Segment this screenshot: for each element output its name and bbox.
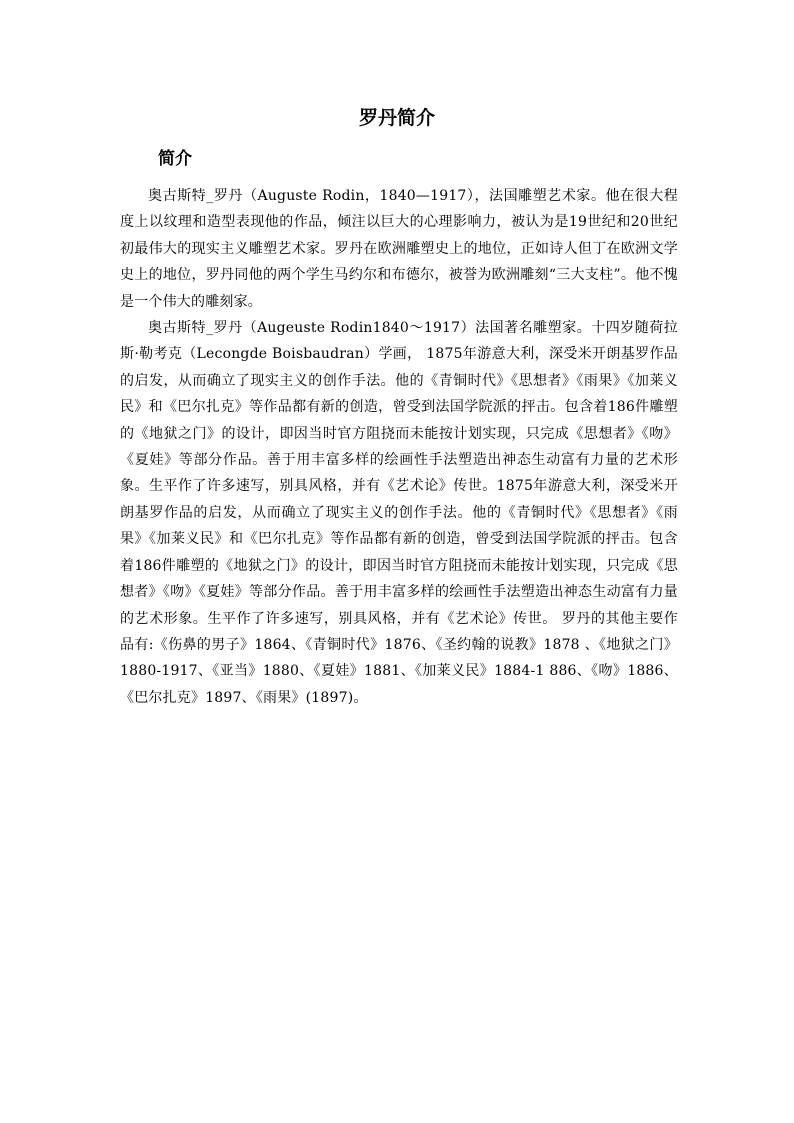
paragraph-intro: 奥古斯特_罗丹（Auguste Rodin，1840—1917），法国雕塑艺术家。他在很大程度上以纹理和造型表现他的作品，倾注以巨大的心理影响力，被认为是19世纪和20世纪初最伟大的现实主义雕塑艺术家。罗丹在欧洲雕塑史上的地位，正如诗人但丁在欧洲文学史上的地位，罗丹同他的两个学生马约尔和布德尔，被誉为欧洲雕刻“三大支柱”。他不愧是一个伟大的雕刻家。 (120, 188, 678, 310)
body-text (120, 183, 678, 711)
section-heading: 简介 (158, 149, 192, 169)
paragraph-biography: 奥古斯特_罗丹（Augeuste Rodin1840～1917）法国著名雕塑家。十四岁随荷拉斯·勒考克（Lecongde Boisbaudran）学画， 1875年游意大利，深受米开朗基罗作品的启发，从而确立了现实主义的创作手法。他的《青铜时代》《思想者》《雨果》《加莱义民》和《巴尔扎克》等作品都有新的创造，曾受到法国学院派的抨击。包含着186件雕塑的《地狱之门》的设计，即因当时官方阻挠而未能按计划实现，只完成《思想者》《吻》《夏娃》等部分作品。善于用丰富多样的绘画性手法塑造出神态生动富有力量的艺术形象。生平作了许多速写，别具风格，并有《艺术论》传世。1875年游意大利，深受米开朗基罗作品的启发，从而确立了现实主义的创作手法。他的《青铜时代》《思想者》《雨果》《加莱义民》和《巴尔扎克》等作品都有新的创造，曾受到法国学院派的抨击。包含着186件雕塑的《地狱之门》的设计，即因当时官方阻挠而未能按计划实现，只完成《思想者》《吻》《夏娃》等部分作品。善于用丰富多样的绘画性手法塑造出神态生动富有力量的艺术形象。生平作了许多速写，别具风格，并有《艺术论》传世。 罗丹的其他主要作品有:《伤鼻的男子》1864、《青铜时代》1876、《圣约翰的说教》1878 、《地狱之门》1880-1917、《亚当》1880、《夏娃》1881、《加莱义民》1884-1 886、《吻》1886、《巴尔扎克》1897、《雨果》(1897)。 (120, 320, 678, 706)
page-title: 罗丹简介 (358, 107, 435, 129)
